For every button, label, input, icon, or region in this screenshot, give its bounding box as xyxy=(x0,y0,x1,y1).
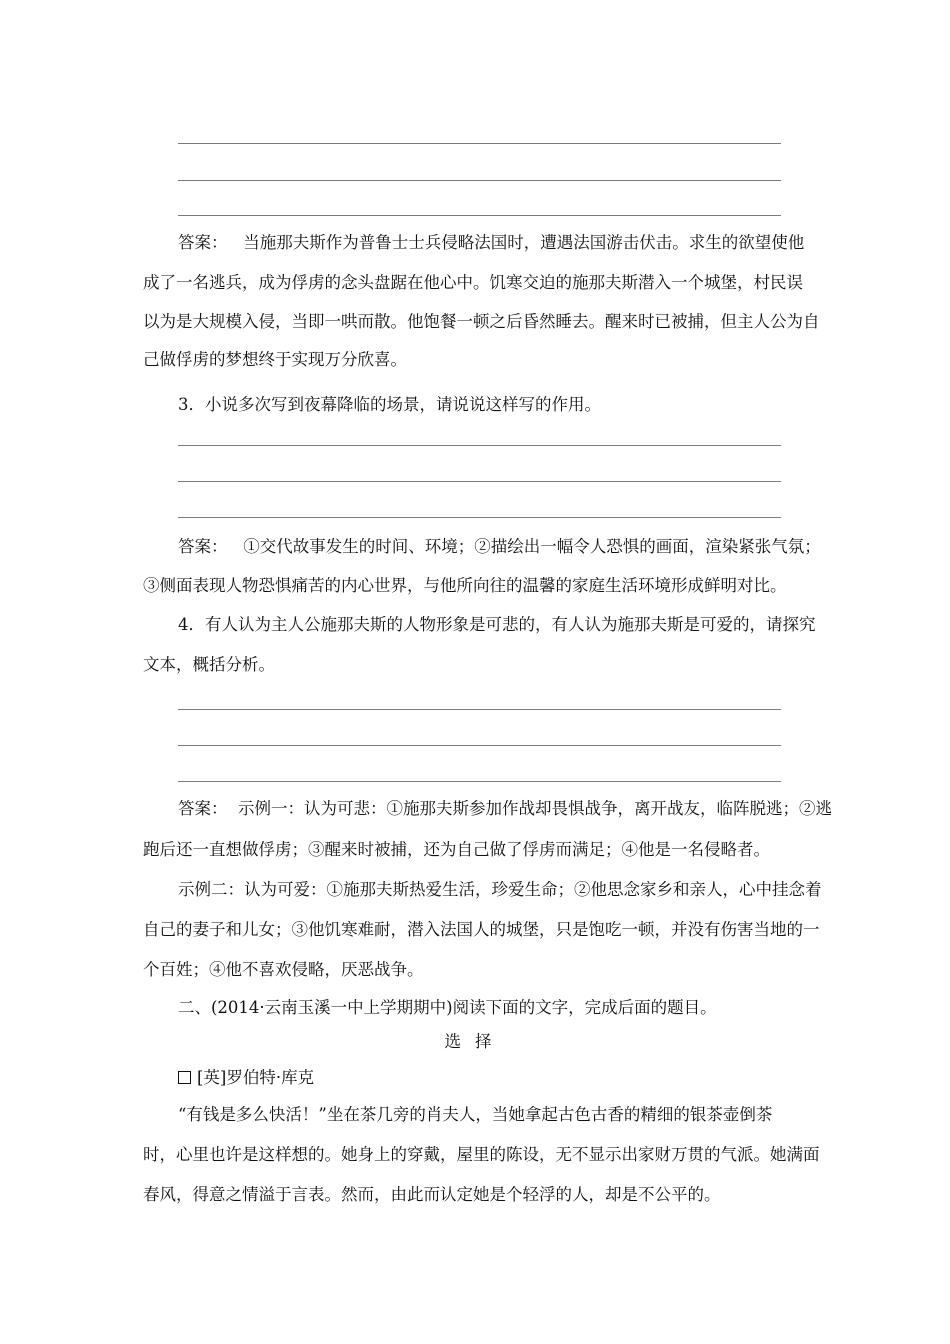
answer-blank-line[interactable] xyxy=(178,709,781,710)
answer-blank-line[interactable] xyxy=(178,781,781,782)
passage-line-1: “有钱是多么快活！”坐在茶几旁的肖夫人，当她拿起古色古香的精细的银茶壶倒茶 xyxy=(178,1105,773,1124)
answer-label: 答案： xyxy=(178,799,228,818)
checkbox-icon xyxy=(178,1071,191,1084)
author-name: [英]罗伯特·库克 xyxy=(197,1068,315,1087)
q2-answer-line-1 xyxy=(178,233,813,253)
answer-blank-line[interactable] xyxy=(178,180,781,181)
answer-blank-line[interactable] xyxy=(178,143,781,144)
answer-blank-line[interactable] xyxy=(178,215,781,216)
answer-text: 示例一：认为可悲：①施那夫斯参加作战却畏惧战争，离开战友，临阵脱逃；②逃 xyxy=(238,799,832,818)
q4-question-line-1: 4．有人认为主人公施那夫斯的人物形象是可悲的，有人认为施那夫斯是可爱的，请探究 xyxy=(178,615,816,634)
passage-line-2: 时，心里也许是这样想的。她身上的穿戴，屋里的陈设，无不显示出家财万贯的气派。她满面 xyxy=(143,1145,820,1164)
answer-blank-line[interactable] xyxy=(178,445,781,446)
passage-title: 选择 xyxy=(444,1032,506,1051)
q3-answer-line-2: ③侧面表现人物恐惧痛苦的内心世界，与他所向往的温馨的家庭生活环境形成鲜明对比。 xyxy=(143,576,787,595)
q4-answer-line-5: 个百姓；④他不喜欢侵略，厌恶战争。 xyxy=(143,960,424,979)
q4-question-line-2: 文本，概括分析。 xyxy=(143,655,275,674)
answer-label: 答案： xyxy=(178,537,228,556)
q3-answer-line-1 xyxy=(178,537,821,557)
answer-label: 答案： xyxy=(178,233,228,252)
q4-answer-line-2: 跑后还一直想做俘虏；③醒来时被捕，还为自己做了俘虏而满足；④他是一名侵略者。 xyxy=(143,840,770,859)
q2-answer-line-3: 以为是大规模入侵，当即一哄而散。他饱餐一顿之后昏然睡去。醒来时已被捕，但主人公为自 xyxy=(143,312,820,331)
answer-text: ①交代故事发生的时间、环境；②描绘出一幅令人恐惧的画面，渲染紧张气氛； xyxy=(243,537,821,556)
q4-answer-line-4: 自己的妻子和儿女；③他饥寒难耐，潜入法国人的城堡，只是饱吃一顿，并没有伤害当地的一 xyxy=(143,920,820,939)
passage-author xyxy=(178,1068,813,1088)
q2-answer-line-2: 成了一名逃兵，成为俘虏的念头盘踞在他心中。饥寒交迫的施那夫斯潜入一个城堡，村民误 xyxy=(143,273,803,292)
answer-blank-line[interactable] xyxy=(178,481,781,482)
q4-answer-line-3: 示例二：认为可爱：①施那夫斯热爱生活，珍爱生命；②他思念家乡和亲人，心中挂念着 xyxy=(178,880,822,899)
answer-blank-line[interactable] xyxy=(178,517,781,518)
answer-blank-line[interactable] xyxy=(178,745,781,746)
q4-answer-line-1 xyxy=(178,799,832,819)
q3-question: 3．小说多次写到夜幕降临的场景，请说说这样写的作用。 xyxy=(178,395,601,414)
q2-answer-line-4: 己做俘虏的梦想终于实现万分欣喜。 xyxy=(143,350,407,369)
section2-intro: 二、(2014·云南玉溪一中上学期期中)阅读下面的文字，完成后面的题目。 xyxy=(178,998,717,1017)
passage-line-3: 春风，得意之情溢于言表。然而，由此而认定她是个轻浮的人，却是不公平的。 xyxy=(143,1185,721,1204)
answer-text: 当施那夫斯作为普鲁士士兵侵略法国时，遭遇法国游击伏击。求生的欲望使他 xyxy=(243,233,805,252)
